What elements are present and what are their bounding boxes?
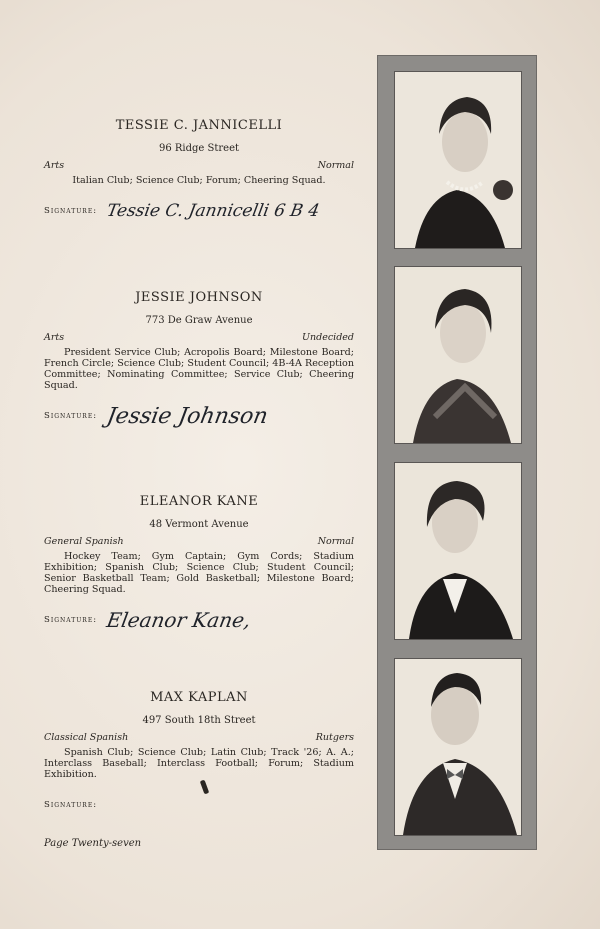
student-destination: Undecided: [302, 332, 354, 343]
student-destination: Normal: [317, 536, 354, 547]
signature-label: Signature:: [44, 800, 98, 810]
student-address: 48 Vermont Avenue: [149, 519, 249, 530]
signature-row: [44, 605, 354, 635]
student-name: JESSIE JOHNSON: [135, 290, 263, 305]
signature-label: Signature:: [44, 411, 98, 421]
student-destination: Rutgers: [315, 732, 354, 743]
handwritten-signature: Jessie Johnson: [104, 403, 270, 429]
portrait-johnson: [394, 266, 522, 444]
student-entry-johnson: [44, 290, 354, 431]
student-address: 497 South 18th Street: [142, 715, 256, 726]
student-activities: Hockey Team; Gym Captain; Gym Cords; Stadium Exhibition; Spanish Club; Science Club; Student Council; Senior Basketball Team; Gold Basketball; Milestone Board; Cheering Squad.: [44, 551, 354, 595]
student-activities: Italian Club; Science Club; Forum; Cheering Squad.: [72, 175, 326, 186]
student-name: TESSIE C. JANNICELLI: [115, 118, 283, 133]
course-row: [44, 536, 354, 547]
student-activities: Spanish Club; Science Club; Latin Club; Track '26; A. A.; Interclass Baseball; Interclass Football; Forum; Stadium Exhibition.: [44, 747, 354, 780]
portrait-strip: [377, 55, 537, 850]
handwritten-signature: Tessie C. Jannicelli 6 B 4: [105, 201, 321, 221]
portrait-kane: [394, 462, 522, 640]
student-address: 96 Ridge Street: [158, 143, 240, 154]
student-activities: President Service Club; Acropolis Board; Milestone Board; French Circle; Science Club; Student Council; 4B-4A Reception Committee; Nominating Committee; Service Club; Cheering Squad.: [44, 347, 354, 391]
student-course: General Spanish: [44, 536, 124, 547]
student-name: MAX KAPLAN: [150, 690, 248, 705]
signature-label: Signature:: [44, 615, 98, 625]
course-row: [44, 160, 354, 171]
student-entry-kane: [44, 494, 354, 635]
signature-label: Signature:: [44, 206, 98, 216]
portrait-kaplan: [394, 658, 522, 836]
student-destination: Normal: [317, 160, 354, 171]
student-address: 773 De Graw Avenue: [145, 315, 253, 326]
page-number: Page Twenty-seven: [44, 838, 142, 849]
portrait-jannicelli: [394, 71, 522, 249]
course-row: [44, 732, 354, 743]
student-course: Arts: [44, 160, 65, 171]
signature-row: [44, 790, 354, 820]
student-entry-jannicelli: [44, 118, 354, 226]
handwritten-signature: Eleanor Kane,: [104, 608, 253, 632]
student-course: Arts: [44, 332, 65, 343]
course-row: [44, 332, 354, 343]
student-course: Classical Spanish: [44, 732, 129, 743]
signature-row: [44, 196, 354, 226]
signature-row: [44, 401, 354, 431]
student-name: ELEANOR KANE: [139, 494, 259, 509]
student-entry-kaplan: [44, 690, 354, 820]
